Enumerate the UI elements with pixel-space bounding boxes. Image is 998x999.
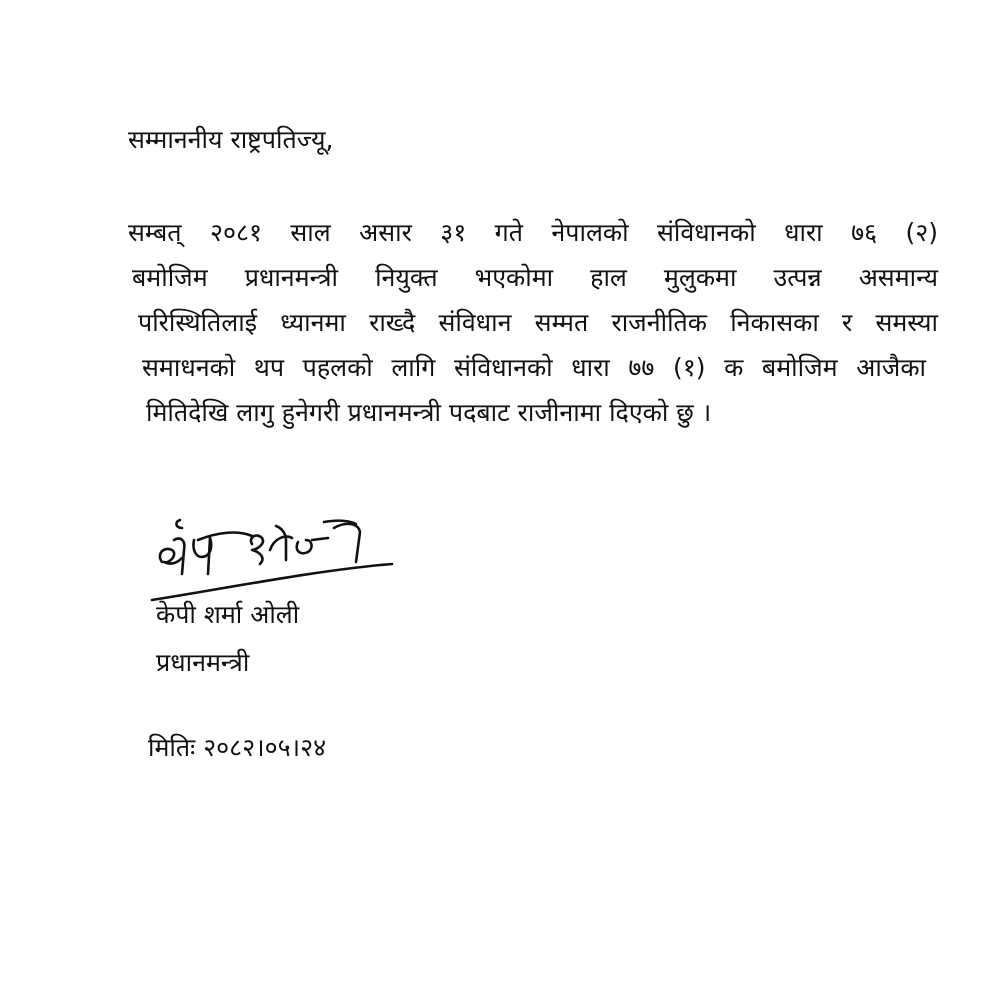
body-line-2: बमोजिम प्रधानमन्त्री नियुक्त भएकोमा हाल मुलुकमा उत्पन्न असमान्य bbox=[132, 263, 938, 292]
body-line-3: परिस्थितिलाई ध्यानमा राख्दै संविधान सम्मत राजनीतिक निकासका र समस्या bbox=[138, 308, 938, 337]
handwritten-signature bbox=[148, 510, 398, 610]
signer-name: केपी शर्मा ओली bbox=[156, 600, 300, 629]
salutation: सम्माननीय राष्ट्रपतिज्यू, bbox=[128, 125, 334, 154]
body-line-1: सम्बत् २०८१ साल असार ३१ गते नेपालको संविधानको धारा ७६ (२) bbox=[128, 218, 938, 247]
body-line-4: समाधनको थप पहलको लागि संविधानको धारा ७७ (१) क बमोजिम आजैका bbox=[142, 353, 926, 382]
body-line-5: मितिदेखि लागु हुनेगरी प्रधानमन्त्री पदबाट राजीनामा दिएको छु । bbox=[146, 398, 712, 427]
letter-body bbox=[128, 210, 938, 435]
signer-title: प्रधानमन्त्री bbox=[156, 648, 250, 677]
date-line: मितिः २०८२।०५।२४ bbox=[148, 733, 327, 762]
